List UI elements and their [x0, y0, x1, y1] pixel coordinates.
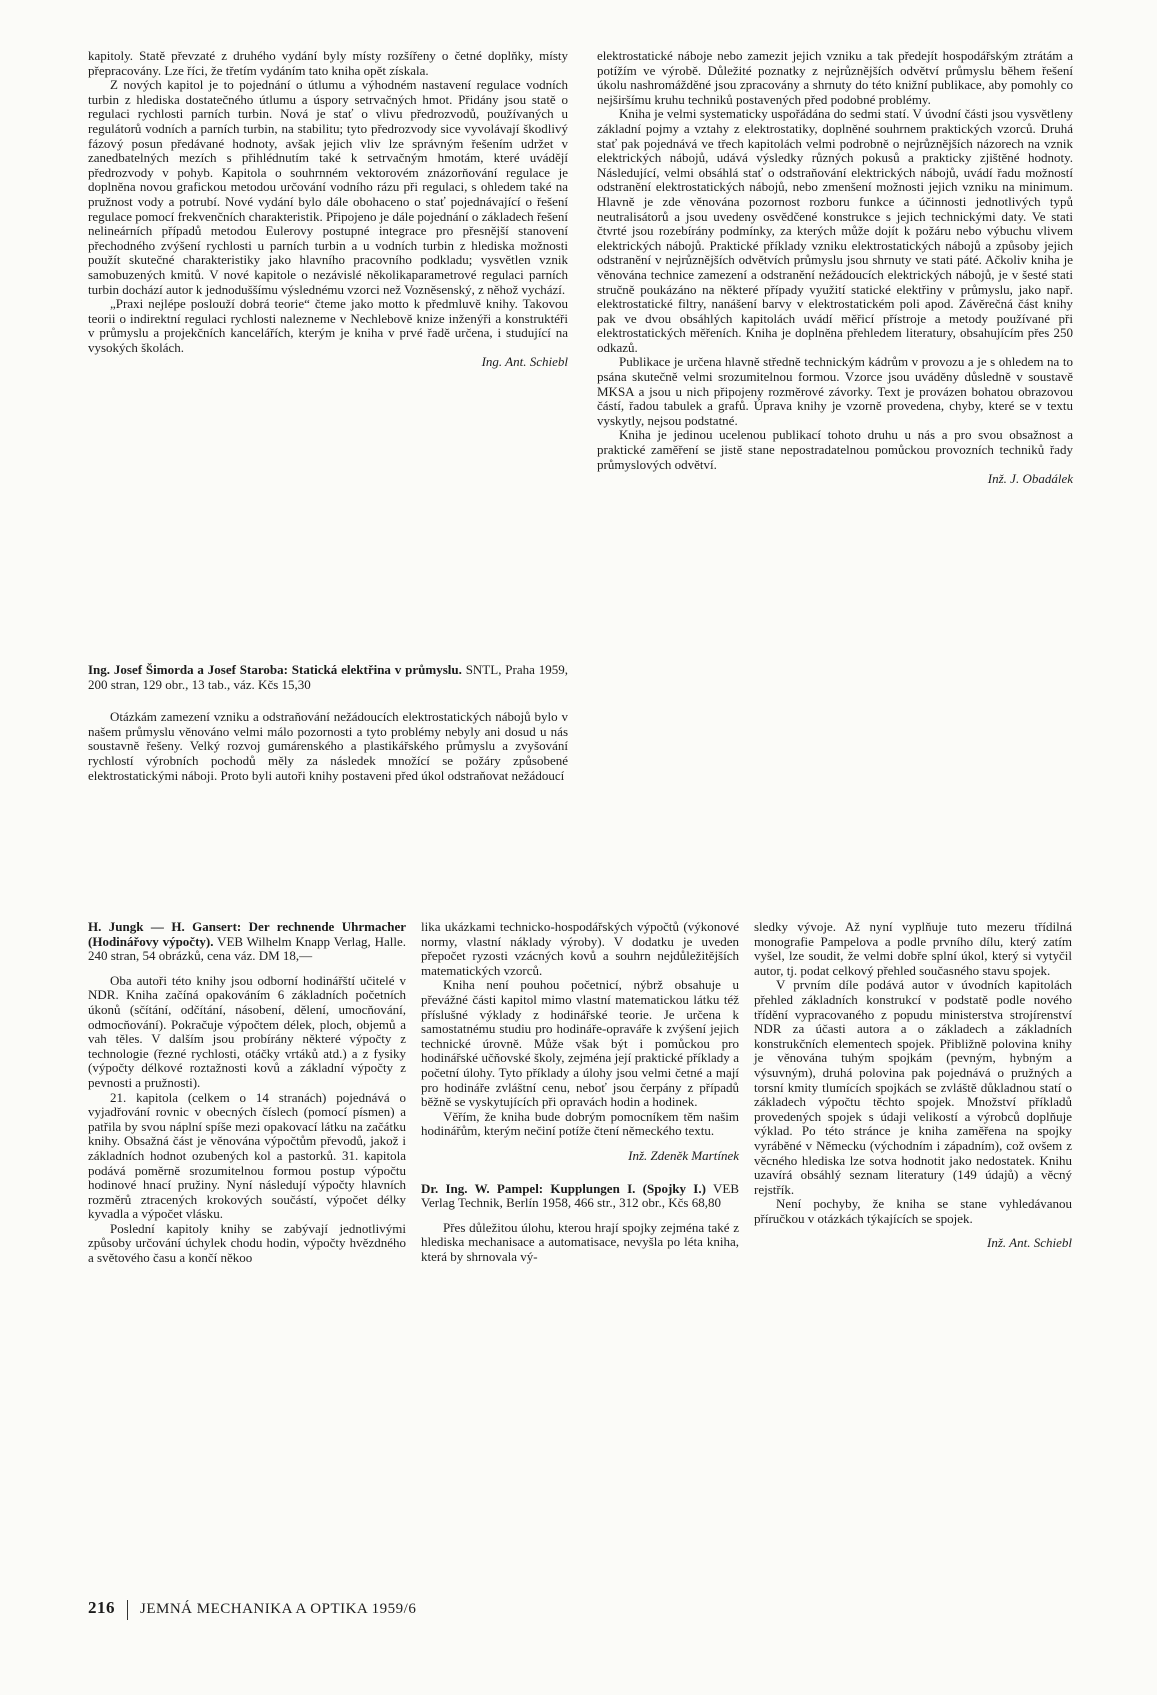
- paragraph: sledky vývoje. Až nyní vyplňuje tuto mezeru třídilná monografie Pampelova a podle prvního dílu, který zatím vyšel, lze soudit, že velmi dobře splní úkol, který si vytyčil autor, tj. podat celkový přehled současného stavu spojek.: [754, 919, 1072, 978]
- review-heading-title: Dr. Ing. W. Pampel: Kupplungen I. (Spojky I.): [421, 1180, 706, 1196]
- paragraph: Poslední kapitoly knihy se zabývají jednotlivými způsoby určování úchylek chodu hodin, výpočty hvězdného a světového času a končí někoo: [88, 1220, 406, 1266]
- column-bottom-3: [754, 920, 1072, 1251]
- paragraph: Kniha není pouhou početnicí, nýbrž obsahuje u převážné části kapitol mimo vlastní matematickou látku též příslušné výklady z hodinářské teorie. Je určena k samostatnému studiu pro hodináře-opraváře k zvýšení jejich technické úrovně. Může však být i pomůckou pro hodinářské učňovské školy, zejména její praktické příklady a početní úlohy. Tyto příklady a úlohy jsou velmi četné a mají pro hodináře zvláštní cenu, neboť jsou čerpány z případů běžně se vyskytujících při opravách hodin a hodinek.: [421, 977, 739, 1110]
- paragraph: Kniha je jedinou ucelenou publikací tohoto druhu u nás a pro svou obsažnost a praktické zaměření se jistě stane nepostradatelnou pomůckou provozních techniků řady průmyslových odvětví.: [597, 427, 1073, 472]
- paragraph: 21. kapitola (celkem o 14 stranách) pojednává o vyjadřování rovnic v obecných číslech (pomocí písmen) a patřila by svou náplní spíše mezi opakovací látku na začátku knihy. Obsažná část je věnována výpočtům převodů, jakož i základních hodnot ozubených kol a pastorků. 31. kapitola podává poměrně srozumitelnou formou postup výpočtu hodinové hnací pružiny. Nyní následují výpočty hlavních rozměrů ztracených krokových součástí, výpočet délky kyvadla a výpočet vlásku.: [88, 1089, 406, 1222]
- paragraph: Kniha je velmi systematicky uspořádána do sedmi statí. V úvodní části jsou vysvětleny základní pojmy a vztahy z elektrostatiky, doplněné souhrnem praktických vzorců. Druhá stať pak pojednává ve třech kapitolách velmi podrobně o nejrůznějších názorech na vznik elektrických nábojů, udává výsledky různých pokusů a prakticky zjištěné hodnoty. Následující, velmi obsáhlá stať o odstraňování elektrických nábojů, uvádí řadu možností odstranění elektrostatických nábojů, nebo zmenšení možnosti jejich vzniku na minimum. Hlavně je zde věnována pozornost rozboru funkce a účinnosti jednotlivých typů neutralisátorů a jsou uvedeny osvědčené konstrukce s jejich technickými daty. Ve stati čtvrté jsou rozebírány podmínky, za kterých může dojít k požáru nebo výbuchu vlivem elektrických nábojů. Praktické příklady vzniku elektrostatických nábojů a způsoby jejich odstranění v nejrůznějších odvětvích průmyslu jsou shrnuty ve stati páté. Ačkoliv kniha je věnována technice zamezení a odstranění nežádoucích elektrických nábojů, je v šesté stati stručně poukázáno na některé případy využití statické elektřiny v průmyslu, jako např. elektrostatické filtry, nanášení barvy v elektrostatickém poli apod. Závěrečná část knihy pak ve dvou obsáhlých kapitolách uvádí měřicí přístroje a metody používané při elektrostatických měřeních. Kniha je doplněna přehledem literatury, obsahujícím přes 250 odkazů.: [597, 106, 1073, 355]
- footer-divider: [127, 1600, 128, 1620]
- review-statika-elektrina: [88, 663, 568, 783]
- review-heading-details: SNTL, Praha 1959, 200 stran, 129 obr., 13 tab., váz. Kčs 15,30: [88, 662, 568, 692]
- signature: Inž. J. Obadálek: [987, 471, 1073, 487]
- signature: Ing. Ant. Schiebl: [481, 354, 568, 370]
- page-number: 216: [88, 1598, 115, 1617]
- review-heading-title: H. Jungk — H. Gansert: Der rechnende Uhrmacher (Hodinářovy výpočty).: [88, 919, 406, 949]
- paragraph: Přes důležitou úlohu, kterou hrají spojky zejména také z hlediska mechanisace a automatisace, nevyšla po léta kniha, která by shrnovala vý-: [421, 1219, 739, 1264]
- paragraph: Publikace je určena hlavně středně technickým kádrům v provozu a je s ohledem na to psána skutečně velmi srozumitelnou formou. Vzorce jsou uváděny důsledně v soustavě MKSA a jsou u nich připojeny rozměrové závorky. Text je provázen bohatou obrazovou částí, řadou tabulek a grafů. Úprava knihy je vzorně provedena, chyby, které se v textu vyskytly, nejsou podstatné.: [597, 354, 1073, 428]
- paragraph: Oba autoři této knihy jsou odborní hodinářští učitelé v NDR. Kniha začíná opakováním 6 základních početních úkonů (sčítání, odčítání, násobení, dělení, umocňování, odmocňování). Pokračuje výpočtem délek, ploch, objemů a vah těles. V dalším jsou probírány některé výpočty z technologie (řezné rychlosti, otáčky vrtáků atd.) a z fysiky (výpočty délkové roztažnosti kovů a základní výpočty z pevnosti a pružnosti).: [88, 972, 406, 1090]
- paragraph: Není pochyby, že kniha se stane vyhledávanou příručkou v otázkách týkajících se spojek.: [754, 1196, 1072, 1226]
- paragraph: lika ukázkami technicko-hospodářských výpočtů (výkonové normy, vlastní náklady výroby). V dodatku je uveden přepočet ryzosti vzácných kovů a souhrn nejdůležitějších matematických vzorců.: [421, 919, 739, 978]
- column-bottom-2: [421, 920, 739, 1264]
- page-footer: [88, 1598, 416, 1620]
- paragraph: elektrostatické náboje nebo zamezit jejich vzniku a tak předejít hospodářským ztrátám a potížím ve výrobě. Důležité poznatky z nejrůznějších odvětví průmyslu během řešení úkolu nashromážděné jsou zpracovány a shrnuty do této knižní publikace, aby pomohly co nejširšímu kruhu techniků postavených před podobné problémy.: [597, 48, 1073, 107]
- review-heading-title: Ing. Josef Šimorda a Josef Staroba: Statická elektřina v průmyslu.: [88, 662, 462, 677]
- signature: Inž. Zdeněk Martínek: [628, 1147, 739, 1163]
- review-heading-details: VEB Wilhelm Knapp Verlag, Halle. 240 stran, 54 obrázků, cena váz. DM 18,—: [88, 933, 406, 964]
- paragraph: V prvním díle podává autor v úvodních kapitolách přehled základních konstrukcí v podstatě podle nového třídění vypracovaného z popudu ministerstva strojírenství NDR za účasti autora a o základech a základních konstrukčních elementech spojek. Přibližně polovina knihy je věnována tuhým spojkám (pevným, hybným a výsuvným), druhá polovina pak pojednává o pružných a torsní kmity tlumících spojkách se zvláště důkladnou statí o základech výpočtu těchto spojek. Množství příkladů provedených spojek s údaji velikostí a výrobců doplňuje výklad. Po této stránce je kniha zaměřena na spojky vyráběné v Německu (východním i západním), což ovšem z věcného hlediska lze sotva hodnotit jako nedostatek. Knihu uzavírá obsáhlý seznam literatury (149 údajů) a věcný rejstřík.: [754, 977, 1072, 1197]
- column-top-left: [88, 49, 568, 370]
- review-heading: [421, 1182, 739, 1211]
- review-heading: [88, 663, 568, 692]
- journal-name: JEMNÁ MECHANIKA A OPTIKA 1959/6: [140, 1601, 417, 1617]
- paragraph: kapitoly. Statě převzaté z druhého vydání byly místy rozšířeny o četné doplňky, místy přepracovány. Lze říci, že třetím vydáním tato kniha opět získala.: [88, 48, 568, 78]
- signature: Inž. Ant. Schiebl: [987, 1235, 1072, 1251]
- review-heading: [88, 920, 406, 964]
- paragraph: „Praxi nejlépe poslouží dobrá teorie“ čteme jako motto k předmluvě knihy. Takovou teorii o indirektní regulaci rychlosti nalezneme v Nechlebově knize inženýři a konstruktéři v průmyslu a projekčních kancelářích, kterým je kniha v prvé řadě určena, i studující na vysokých školách.: [88, 296, 568, 355]
- column-bottom-1: [88, 920, 406, 1266]
- column-top-right: [597, 49, 1073, 487]
- review-heading-details: VEB Verlag Technik, Berlín 1958, 466 str., 312 obr., Kčs 68,80: [421, 1180, 740, 1211]
- paragraph: Věřím, že kniha bude dobrým pomocníkem těm našim hodinářům, kterým nečiní potíže čtení německého textu.: [421, 1108, 739, 1139]
- paragraph: Z nových kapitol je to pojednání o útlumu a výhodném nastavení regulace vodních turbin z hlediska dostatečného útlumu a úspory setrvačných hmot. Přidány jsou statě o regulaci rychlosti parních turbin. Nová je stať o vlivu předrozvodů, používaných u regulátorů vodních a parních turbin, na stabilitu; tyto předrozvody sice vyvolávají škodlivý fázový posun předávané hodnoty, avšak jejich vliv lze správným řešením udržet v zanedbatelných mezích s přihlédnutím také k setrvačným hmotám, které uvádějí předrozvody v pohyb. Kapitola o souhrnném vektorovém znázorňování regulace je doplněna novou grafickou metodou určování vodního rázu při regulaci, s ohledem také na pružnost vody a potrubí. Nové vydání bylo dále obohaceno o stať pojednávající o řešení regulace pomocí frekvenčních charakteristik. Připojeno je dále pojednání o základech řešení nelineárních případů metodou Eulerovy postupné integrace pro přesnější stanovení přechodného zvýšení rychlosti u parních turbin a u vodních turbin z hlediska možnosti použít skutečné charakteristiky jako hlavního pracovního podkladu; vysvětlen vznik samobuzených kmitů. V nové kapitole o nezávislé několikaparametrové regulaci parních turbin dochází autor k jednoduššímu výslednému vzorci než Vozněsenský, z něhož vychází.: [88, 77, 568, 297]
- paragraph: Otázkám zamezení vzniku a odstraňování nežádoucích elektrostatických nábojů bylo v našem průmyslu věnováno velmi málo pozornosti a tyto problémy nebyly ani dosud u nás soustavně řešeny. Velký rozvoj gumárenského a plastikářského průmyslu a zvyšování rychlostí výrobních pochodů měly za následek množící se požáry způsobené elektrostatickými náboji. Proto byli autoři knihy postaveni před úkol odstraňovat nežádoucí: [88, 709, 568, 783]
